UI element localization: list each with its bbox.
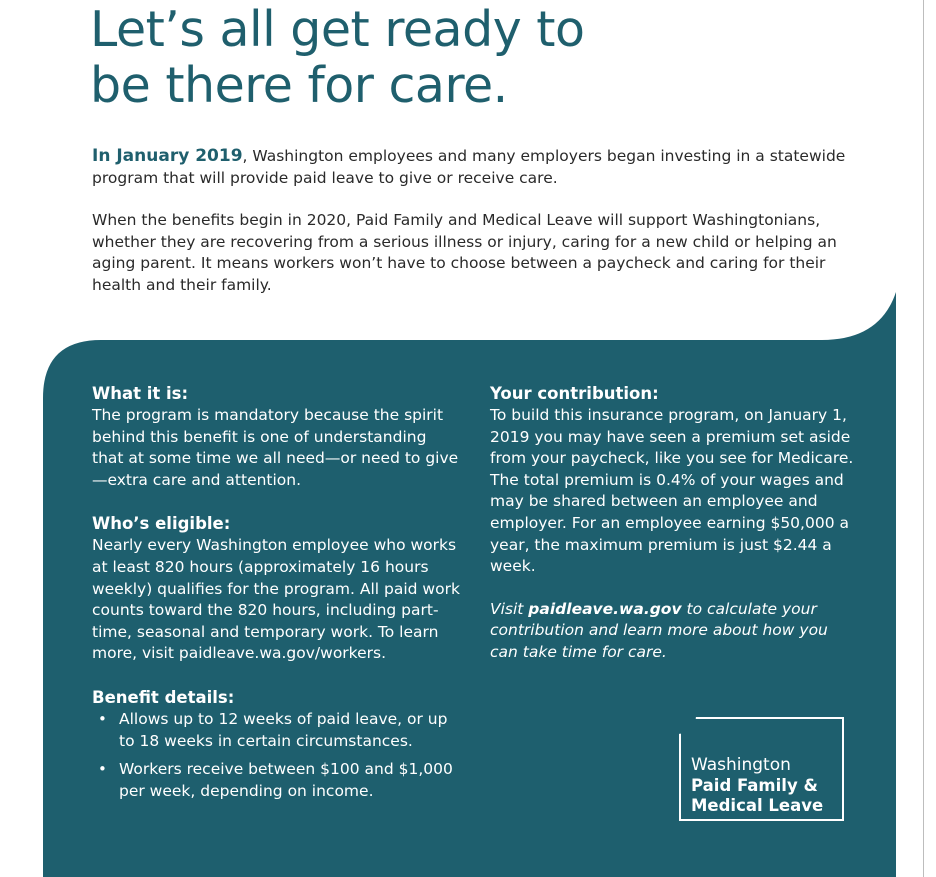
eligible-heading: Who’s eligible: <box>92 514 231 534</box>
bullet-icon: • <box>98 760 107 779</box>
benefit-details-list <box>92 709 462 802</box>
visit-text: Visit paidleave.wa.gov to calculate your contribution and learn more about how you can take time for care. <box>490 599 828 661</box>
logo-line-2: Paid Family & <box>691 776 818 795</box>
logo-line-3: Medical Leave <box>691 796 824 815</box>
eligible-body: Nearly every Washington employee who works at least 820 hours (approximately 16 hours weekly) qualifies for the program. All paid work counts toward the 820 hours, including part-time, seasonal and temporary work. To learn more, visit paidleave.wa.gov/workers. <box>92 536 460 663</box>
headline-line-2: be there for care. <box>90 57 508 114</box>
list-item: • Allows up to 12 weeks of paid leave, or up to 18 weeks in certain circumstances. <box>98 709 448 750</box>
contribution-heading: Your contribution: <box>490 384 659 403</box>
what-it-is-heading: What it is: <box>92 384 189 403</box>
left-column <box>92 383 462 809</box>
benefit-details-heading: Benefit details: <box>92 687 235 707</box>
logo-corner-decoration <box>678 716 696 734</box>
intro-lead-rest: , Washington employees and many employers began investing in a statewide program that will provide paid leave to give or receive care. <box>92 147 846 187</box>
logo-line-1: Washington <box>691 755 791 775</box>
paidleave-link[interactable]: paidleave.wa.gov <box>528 599 682 618</box>
contribution-body: To build this insurance program, on January 1, 2019 you may have seen a premium set aside from your paycheck, like you see for Medicare. The total premium is 0.4% of your wages and may be shared between an employee and employer. For an employee earning $50,000 a year, the maximum premium is just $2.44 a week. <box>490 406 854 576</box>
headline-line-1: Let’s all get ready to <box>90 1 585 58</box>
intro-lead-bold: In January 2019 <box>92 146 243 166</box>
bullet-icon: • <box>98 709 107 728</box>
benefits-paragraph: When the benefits begin in 2020, Paid Family and Medical Leave will support Washingtonians, whether they are recovering from a serious illness or injury, caring for a new child or helping an aging parent. It means workers won’t have to choose between a paycheck and caring for their health and their family. <box>92 211 837 294</box>
right-column <box>490 383 860 664</box>
what-it-is-body: The program is mandatory because the spirit behind this benefit is one of understanding that at some time we all need—or need to give—extra care and attention. <box>92 406 459 489</box>
list-item: • Workers receive between $100 and $1,000 per week, depending on income. <box>98 760 453 800</box>
wa-pfml-logo <box>679 717 844 821</box>
